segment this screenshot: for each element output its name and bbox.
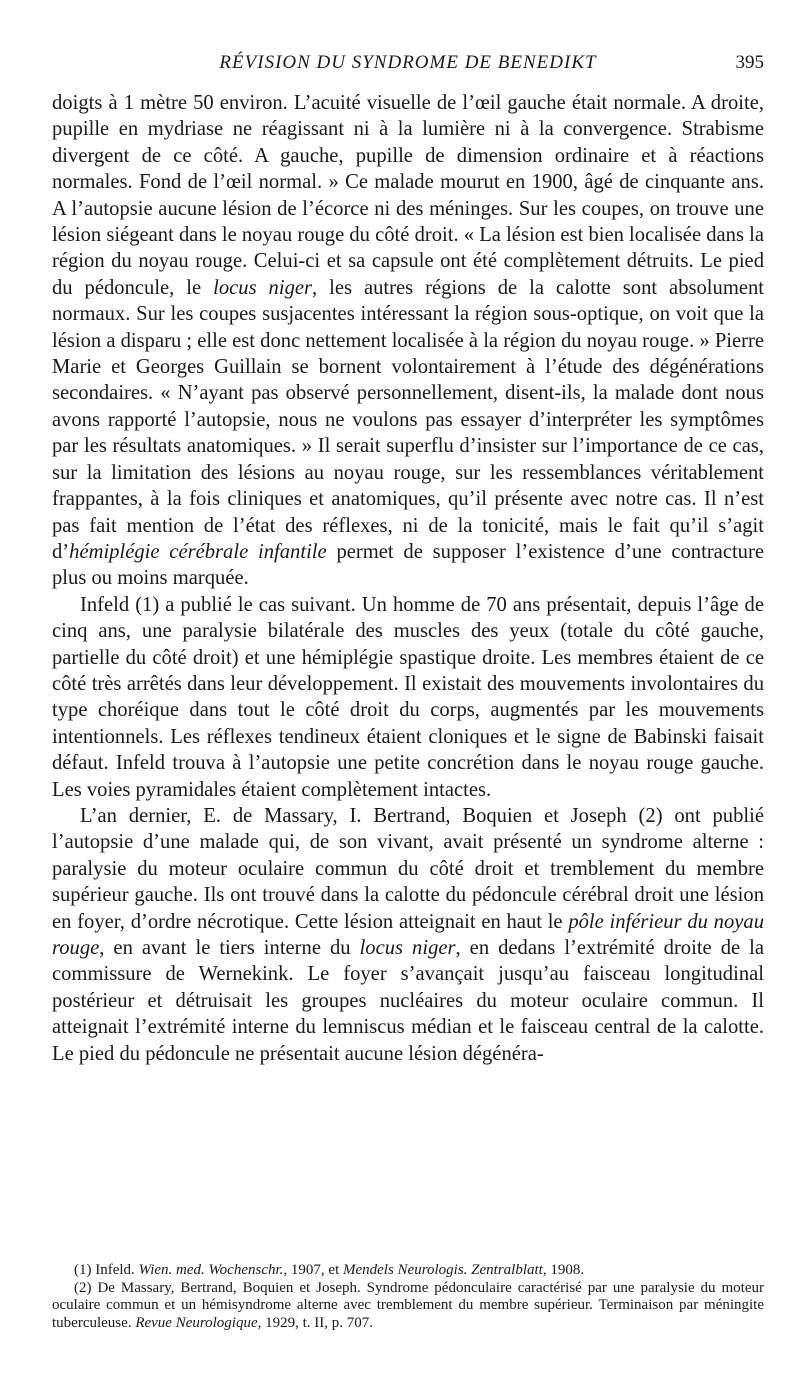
footnote-2 — [52, 1280, 764, 1333]
text-run: , les autres régions de la calotte sont absolument normaux. Sur les coupes susjacentes intéressant la région sous-optique, on voit que la lésion a disparu ; elle est donc nettement localisée à la région du noyau rouge. » Pierre Marie et Georges Guillain se bornent volontairement à l’étude des dégénérations secondaires. « N’ayant pas observé personnellement, disent-ils, la malade dont nous avons rapporté l’autopsie, nous ne voulons pas essayer d’interpréter les symptômes par les résultats anatomiques. » Il serait superflu d’insister sur l’importance de ce cas, sur la limitation des lésions au noyau rouge, sur les ressemblances véritablement frappantes, à la fois cliniques et anatomiques, qu’il présente avec notre cas. Il n’est pas fait mention de l’état des réflexes, ni de la tonicité, mais le fait qu’il s’agit d’ — [52, 276, 764, 563]
text-run: , en avant le tiers interne du — [99, 937, 360, 959]
page-number: 395 — [735, 52, 764, 73]
running-title: RÉVISION DU SYNDROME DE BENEDIKT — [219, 52, 597, 73]
text-run: , 1929, t. II, p. 707. — [257, 1314, 374, 1331]
body-text — [52, 90, 764, 1067]
text-run: , 1908. — [542, 1262, 585, 1278]
paragraph-infeld-case: Infeld (1) a publié le cas suivant. Un homme de 70 ans présentait, depuis l’âge de cinq ans, une paralysie bilatérale des muscles des yeux (totale du côté gauche, partielle du côté droit) et une hémiplégie spastique droite. Les membres étaient de ce côté très arrêtés dans leur développement. Il existait des mouvements involontaires du type choréique dans tout le côté droit du corps, augmentés par les mouvements intentionnels. Les réflexes tendineux étaient cloniques et le signe de Babinski faisait défaut. Infeld trouva à l’autopsie une petite concrétion dans le noyau rouge gauche. Les voies pyramidales étaient complètement intactes. — [52, 593, 764, 801]
italic-citation: Revue Neurologique — [135, 1314, 258, 1331]
italic-term: hémiplégie cérébrale infantile — [69, 540, 327, 563]
italic-term: locus niger — [213, 276, 313, 299]
book-page — [52, 0, 764, 1395]
text-run: permet de supposer l’existence d’une contracture plus ou moins marquée. — [52, 540, 764, 590]
text-run: L’an dernier, E. de Massary, I. Bertrand, Boquien et Joseph (2) ont publié l’autopsie d’une malade qui, de son vivant, avait présenté un syndrome alterne : paralysie du moteur oculaire commun du côté droit et tremblement du membre supérieur gauche. Ils ont trouvé dans la calotte du pédoncule cérébral droit une lésion en foyer, d’ordre nécrotique. Cette lésion atteignait en haut le — [52, 804, 764, 933]
text-run: (2) De Massary, Bertrand, Boquien et Joseph. Syndrome pédonculaire caractérisé par une paralysie du moteur oculaire commun et un hémisyndrome alterne avec tremblement du membre supérieur. Terminaison par méningite tuberculeuse. — [52, 1279, 764, 1331]
footnote-1 — [52, 1262, 764, 1280]
paragraph-massary-case — [52, 803, 764, 1067]
italic-citation: Wien. med. Wochenschr. — [138, 1262, 284, 1278]
text-run: , en dedans l’extrémité droite de la commissure de Wernekink. Le foyer s’avançait jusqu’au faisceau longitudinal postérieur et détruisait les groupes nucléaires du moteur oculaire commun. Il atteignait l’extrémité interne du lemniscus médian et le faisceau central de la calotte. Le pied du pédoncule ne présentait aucune lésion dégénéra- — [52, 937, 764, 1065]
italic-term: locus niger — [359, 937, 456, 959]
text-run: , 1907, et — [283, 1262, 343, 1278]
italic-term: pôle inférieur du noyau rouge — [52, 910, 764, 959]
italic-citation: Mendels Neurologis. Zentralblatt — [342, 1262, 543, 1278]
footnotes — [52, 1262, 764, 1332]
running-head — [52, 52, 764, 76]
paragraph-autopsy-case — [52, 90, 764, 592]
text-run: (1) Infeld. — [74, 1262, 139, 1278]
text-run: doigts à 1 mètre 50 environ. L’acuité visuelle de l’œil gauche était normale. A droite, pupille en mydriase ne réagissant ni à la lumière ni à la convergence. Strabisme divergent de ce côté. A gauche, pupille de dimension ordinaire et à réactions normales. Fond de l’œil normal. » Ce malade mourut en 1900, âgé de cinquante ans. A l’autopsie aucune lésion de l’écorce ni des méninges. Sur les coupes, on trouve une lésion siégeant dans le noyau rouge du côté droit. « La lésion est bien localisée dans la région du noyau rouge. Celui-ci et sa capsule ont été complètement détruits. Le pied du pédoncule, le — [52, 92, 764, 299]
